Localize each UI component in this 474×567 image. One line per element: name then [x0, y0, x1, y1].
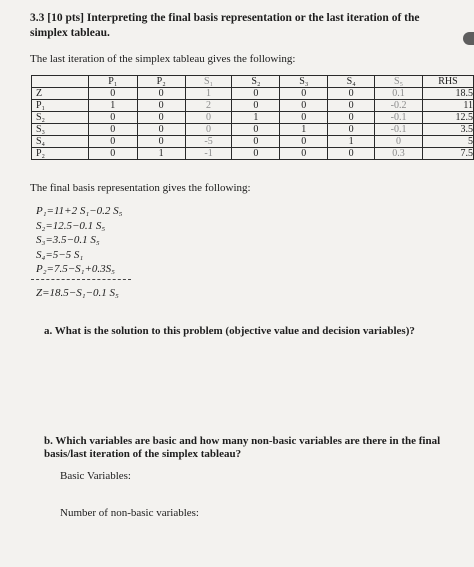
column-header: S₅ — [375, 76, 423, 88]
table-cell: 0 — [375, 136, 423, 148]
row-label: P₁ — [32, 100, 89, 112]
table-cell: 1 — [328, 136, 375, 148]
dashed-divider — [31, 279, 131, 280]
nonbasic-count-label: Number of non-basic variables: — [60, 507, 199, 519]
table-row — [32, 88, 474, 100]
column-header: P₁ — [88, 76, 137, 88]
table-cell: 0 — [88, 112, 137, 124]
objective-equation: Z=18.5−S₁−0.1 S₅ — [36, 287, 119, 299]
column-header: S₂ — [232, 76, 280, 88]
table-cell: 0 — [88, 124, 137, 136]
table-cell: -0.2 — [375, 100, 423, 112]
table-cell: 11 — [423, 100, 474, 112]
table-cell: 0 — [137, 112, 185, 124]
table-cell: 12.5 — [423, 112, 474, 124]
table-cell: 0.1 — [375, 88, 423, 100]
table-cell: 0 — [232, 88, 280, 100]
table-cell: 0 — [280, 112, 328, 124]
table-row — [32, 112, 474, 124]
table-cell: -0.1 — [375, 124, 423, 136]
column-header — [32, 76, 89, 88]
table-cell: 0 — [137, 100, 185, 112]
problem-heading: 3.3 [10 pts] Interpreting the final basis representation or the last iteration of the simplex tableau. — [30, 12, 420, 39]
table-cell: 0 — [328, 124, 375, 136]
table-cell: 0 — [88, 136, 137, 148]
table-cell: 0.3 — [375, 148, 423, 160]
table-header-row — [32, 76, 474, 88]
tableau-body — [32, 76, 474, 160]
column-header: S₄ — [328, 76, 375, 88]
table-cell: 0 — [137, 136, 185, 148]
table-cell: 0 — [88, 148, 137, 160]
table-cell: 0 — [280, 100, 328, 112]
table-cell: 0 — [137, 124, 185, 136]
question-a: a. What is the solution to this problem (objective value and decision variables)? — [44, 325, 415, 337]
equation: S₂=12.5−0.1 S₅ — [36, 219, 106, 232]
table-cell: 0 — [232, 124, 280, 136]
table-cell: 0 — [185, 124, 232, 136]
table-row — [32, 124, 474, 136]
basis-equations — [36, 204, 122, 277]
table-cell: 0 — [328, 148, 375, 160]
table-cell: 5 — [423, 136, 474, 148]
equation: P₂=7.5−S₁+0.3S₅ — [36, 263, 115, 275]
table-cell: 7.5 — [423, 148, 474, 160]
question-b: b. Which variables are basic and how many non-basic variables are there in the final basis/last iteration of the simplex tableau? — [44, 435, 441, 460]
row-label: S₄ — [32, 136, 89, 148]
scroll-handle[interactable] — [463, 32, 474, 45]
equation: S₃=3.5−0.1 S₅ — [36, 234, 100, 246]
column-header: S₁ — [185, 76, 232, 88]
table-cell: 1 — [88, 100, 137, 112]
table-cell: -1 — [185, 148, 232, 160]
column-header: P₂ — [137, 76, 185, 88]
table-row — [32, 136, 474, 148]
table-cell: 0 — [232, 136, 280, 148]
table-cell: 0 — [328, 100, 375, 112]
table-cell: 0 — [328, 112, 375, 124]
row-label: S₂ — [32, 112, 89, 124]
table-cell: 1 — [280, 124, 328, 136]
table-cell: -5 — [185, 136, 232, 148]
column-header: S₃ — [280, 76, 328, 88]
simplex-tableau — [31, 75, 474, 160]
basic-variables-label: Basic Variables: — [60, 470, 131, 482]
table-cell: 0 — [232, 100, 280, 112]
table-row — [32, 148, 474, 160]
column-header: RHS — [423, 76, 474, 88]
row-label: Z — [32, 88, 89, 100]
equation: P₁=11+2 S₁−0.2 S₅ — [36, 205, 123, 217]
table-cell: 0 — [137, 88, 185, 100]
row-label: P₂ — [32, 148, 89, 160]
table-cell: 0 — [88, 88, 137, 100]
final-basis-intro: The final basis representation gives the following: — [30, 182, 251, 194]
table-cell: 3.5 — [423, 124, 474, 136]
table-cell: 1 — [232, 112, 280, 124]
table-cell: 0 — [328, 88, 375, 100]
table-cell: 0 — [280, 88, 328, 100]
table-cell: -0.1 — [375, 112, 423, 124]
equation: S₄=5−5 S₁ — [36, 248, 84, 261]
row-label: S₃ — [32, 124, 89, 136]
table-cell: 1 — [137, 148, 185, 160]
table-cell: 18.5 — [423, 88, 474, 100]
table-cell: 0 — [280, 148, 328, 160]
table-cell: 2 — [185, 100, 232, 112]
table-row — [32, 100, 474, 112]
table-cell: 0 — [232, 148, 280, 160]
tableau-intro: The last iteration of the simplex tableau gives the following: — [30, 53, 296, 65]
table-cell: 1 — [185, 88, 232, 100]
table-cell: 0 — [185, 112, 232, 124]
table-cell: 0 — [280, 136, 328, 148]
